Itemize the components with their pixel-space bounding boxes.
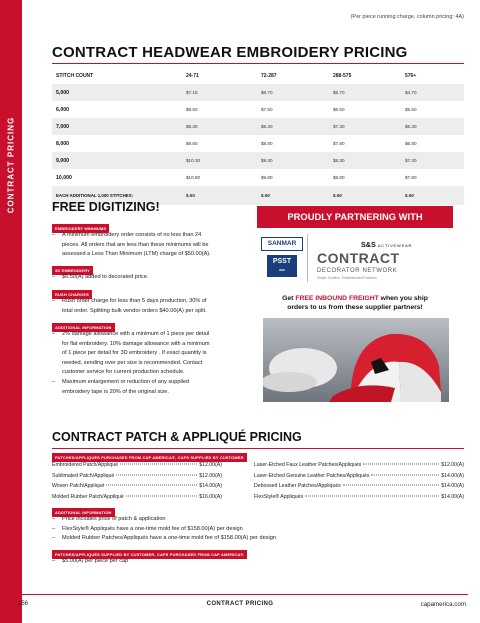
- patch-price-list-left: [52, 460, 222, 502]
- price-cell: $.60: [401, 186, 464, 205]
- list-item: Sublimated Patch/Appliqué $12.00(A): [52, 472, 222, 479]
- price-cell: $.60: [257, 186, 329, 205]
- list-item: Debossed Leather Patches/Appliqués $14.00(A): [254, 483, 464, 489]
- price-cell: $7.50: [261, 107, 273, 112]
- sns-activewear-logo: S&S ACTIVEWEAR: [361, 240, 413, 249]
- stitch-count: 9,000: [52, 152, 182, 169]
- cap-illustration: [263, 318, 449, 402]
- page-number: 156: [18, 601, 29, 607]
- list-item: FlexStyle® Appliqués $14.00(A): [254, 493, 464, 500]
- section-tag: ADDITIONAL INFORMATION: [52, 508, 115, 517]
- price-cell: $9.80: [186, 141, 198, 146]
- stitch-count: 6,000: [56, 106, 69, 113]
- table-header-row: [52, 68, 464, 84]
- price-cell: $5.70: [329, 84, 401, 101]
- free-digitizing-title: FREE DIGITIZING!: [52, 200, 160, 214]
- decorator-tagline: Simple Solution. Embellishment Partners: [317, 276, 377, 280]
- footer-section: CONTRACT PRICING: [206, 601, 274, 607]
- section-tag: RUSH CHARGES: [52, 290, 92, 299]
- price-cell: $6.70: [257, 84, 329, 101]
- section-tag: 3D EMBROIDERY: [52, 266, 93, 275]
- price-cell: $6.30: [401, 118, 464, 135]
- price-cell: $.60: [329, 186, 401, 205]
- list-item: Molded Rubber Patch/Appliqué $16.00(A): [52, 493, 222, 500]
- price-cell: $7.30: [401, 152, 464, 169]
- list-item: Woven Patch/Appliqué $14.00(A): [52, 483, 222, 489]
- decorator-network-label: DECORATOR NETWORK: [317, 268, 398, 274]
- patch-additional-info: – Price includes price of patch & application – FlexStyle® Appliqués have a one-time mold fee of $158.00(A) per design – Molded Rubber Patches/Appliqués have a one-time mold fee of $158.00(A) per design: [52, 516, 276, 542]
- column-pricing-note: (Per piece running charge, column pricing: 4A): [350, 14, 464, 20]
- section-tag: PATCHES/APPLIQUÉS PURCHASED FROM CAP AMERICA®, CAPS SUPPLIED BY CUSTOMER: [52, 453, 247, 462]
- table-row: [52, 101, 464, 118]
- additional-info-text: – 2% damage allowance with a minimum of 1 piece per detail for flat embroidery. 10% damage allowance with a minimum of 1 piece per detail for 3D embroidery . If exact quantity is needed, sending over per size is recommended. Contact customer service for current production schedule. – Maximum enlargement or reduction of any supplied embroidery tape is 20% of the original size.: [52, 331, 210, 395]
- price-cell: $7.80: [405, 175, 417, 180]
- price-cell: $6.50: [333, 107, 345, 112]
- table-row: [52, 169, 464, 186]
- logo-divider: [307, 234, 308, 282]
- embroidery-minimums-text: – A minimum embroidery order consists of no less than 24 pieces. All orders that are less than these minimums will be assessed a Less Than Minimum (LTM) charge of $50.00(A).: [52, 232, 211, 258]
- price-cell: $9.30: [257, 152, 329, 169]
- column-header: 288-575: [329, 68, 401, 84]
- list-item: Laser-Etched Faux Leather Patches/Appliqués $12.00(A): [254, 462, 464, 468]
- free-freight-message: Get FREE INBOUND FREIGHT when you ship orders to us from these supplier partners!: [282, 295, 428, 311]
- psst-logo: PSST 2022: [267, 255, 297, 277]
- footer-url: capamerica.com: [420, 601, 466, 608]
- column-header: STITCH COUNT: [52, 68, 182, 84]
- section-tag: PATCHES/APPLIQUÉS SUPPLIED BY CUSTOMER, CAPS PURCHASED FROM CAP AMERICA®: [52, 550, 247, 559]
- price-cell: $7.30: [329, 118, 401, 135]
- section-tag: EMBROIDERY MINIMUMS: [52, 224, 109, 233]
- column-header: 576+: [401, 68, 464, 84]
- table-row: [52, 135, 464, 152]
- patch-price-list-right: [254, 460, 464, 502]
- table-row: [52, 152, 464, 169]
- footer-rule: [18, 594, 468, 595]
- price-cell: $7.15: [182, 84, 257, 101]
- customer-supplied-price: – $5.00(A) per piece per cap: [52, 558, 129, 564]
- price-cell: $9.30: [182, 118, 257, 135]
- price-cell: $9.80: [261, 175, 273, 180]
- column-header: 24-71: [182, 68, 257, 84]
- 3d-embroidery-text: – $6.50(A) added to decorated price.: [52, 274, 149, 280]
- side-band: [0, 0, 22, 623]
- partner-heading: PROUDLY PARTNERING WITH: [257, 206, 453, 228]
- headwear-pricing-title: CONTRACT HEADWEAR EMBROIDERY PRICING: [52, 44, 408, 61]
- patch-pricing-title: CONTRACT PATCH & APPLIQUÉ PRICING: [52, 430, 302, 444]
- title-rule: [52, 63, 464, 64]
- price-cell: $6.80: [405, 141, 417, 146]
- price-cell: $4.70: [401, 84, 464, 101]
- price-cell: $10.80: [186, 175, 201, 180]
- price-cell: $8.30: [257, 118, 329, 135]
- side-label: CONTRACT PRICING: [6, 116, 16, 214]
- section-tag: ADDITIONAL INFORMATION: [52, 323, 115, 332]
- table-row: [52, 84, 464, 101]
- cap-photo: [263, 318, 449, 402]
- sanmar-logo: SANMAR: [261, 237, 303, 251]
- rush-charges-text: – Rush order charge for less than 5 days production, 30% of total order. Splitting bulk vendor orders $40.00(A) per split.: [52, 298, 207, 314]
- price-cell: $10.30: [182, 152, 257, 169]
- stitch-count: 5,000: [52, 84, 182, 101]
- column-header: 72-287: [257, 68, 329, 84]
- partner-panel: [257, 206, 453, 403]
- stitch-count: 7,000: [52, 118, 182, 135]
- stitch-count: EACH ADDITIONAL 1,000 STITCHES:: [52, 186, 182, 205]
- price-cell: $7.80: [333, 141, 345, 146]
- table-row: [52, 118, 464, 135]
- list-item: Laser-Etched Genuine Leather Patches/Appliqués $14.00(A): [254, 472, 464, 479]
- price-cell: $8.30: [329, 152, 401, 169]
- embroidery-pricing-table: [52, 68, 464, 205]
- stitch-count: 10,000: [56, 174, 72, 181]
- price-cell: $5.50: [405, 107, 417, 112]
- patch-title-rule: [52, 448, 464, 449]
- price-cell: $8.50: [186, 107, 198, 112]
- list-item: Embroidered Patch/Appliqué $12.00(A): [52, 462, 222, 468]
- price-cell: $8.80: [333, 175, 345, 180]
- contract-decorator-logo: CONTRACT: [317, 250, 400, 266]
- price-cell: $.60: [182, 186, 257, 205]
- price-cell: $8.80: [261, 141, 273, 146]
- stitch-count: 8,000: [56, 140, 69, 147]
